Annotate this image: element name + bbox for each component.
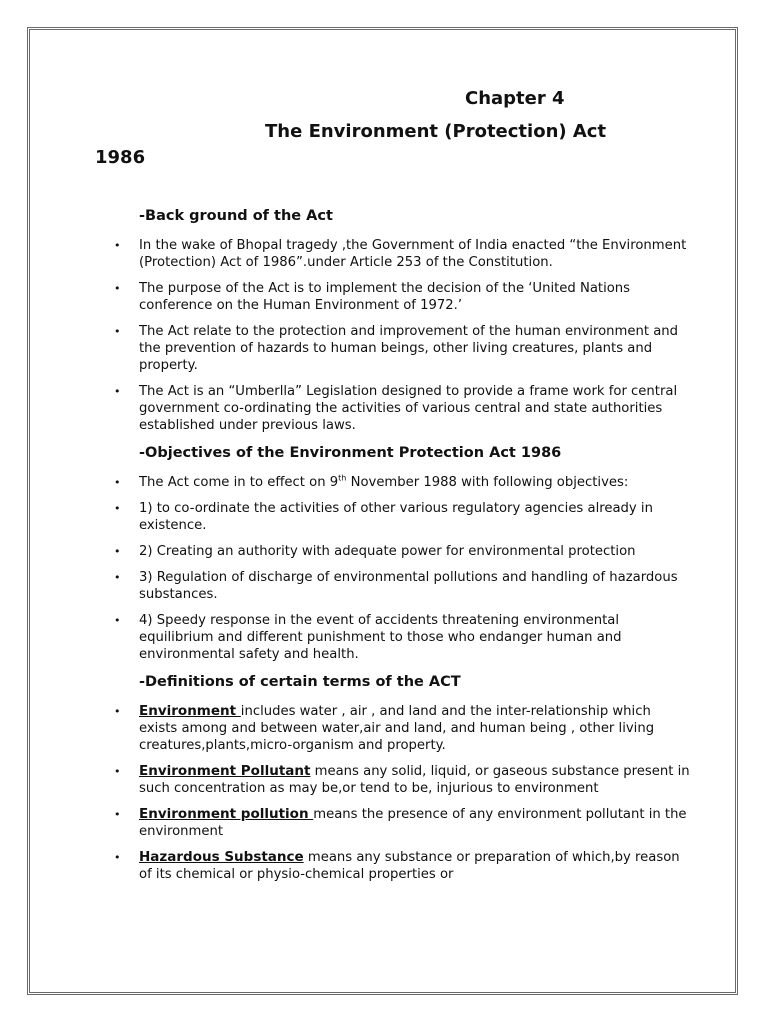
list-item-text: 2) Creating an authority with adequate power for environmental protection: [139, 544, 636, 559]
bullet-icon: •: [114, 571, 121, 584]
chapter-label: Chapter 4: [465, 88, 565, 109]
list-item-text: 1) to co-ordinate the activities of other various regulatory agencies already in existence.: [139, 501, 653, 533]
list-item-text: 3) Regulation of discharge of environmental pollutions and handling of hazardous substances.: [139, 570, 678, 602]
bullet-icon: •: [114, 545, 121, 558]
bullet-icon: •: [114, 614, 121, 627]
definition-text: means any solid, liquid, or gaseous substance present in such concentration as may be,or tend to be, injurious to environment: [139, 764, 690, 796]
section-heading-definitions: -Definitions of certain terms of the ACT: [139, 674, 461, 690]
list-item-text: The Act relate to the protection and improvement of the human environment and the prevention of hazards to human beings, other living creatures, plants and property.: [139, 324, 679, 373]
list-item-text: The Act is an “Umberlla” Legislation designed to provide a frame work for central government co-ordinating the activities of various central and state authorities established under previous laws.: [139, 384, 678, 433]
list-item-text: The purpose of the Act is to implement the decision of the ‘United Nations conference on the Human Environment of 1972.’: [139, 281, 631, 313]
act-title-year: 1986: [95, 147, 146, 168]
list-item-text: In the wake of Bhopal tragedy ,the Government of India enacted “the Environment (Protection) Act of 1986”.under Article 253 of the Constitution.: [139, 238, 687, 270]
list-item: [110, 323, 690, 374]
bullet-icon: •: [114, 325, 121, 338]
definition-term: Environment pollution: [139, 806, 314, 822]
definition-term: Hazardous Substance: [139, 849, 304, 865]
definitions-list: [110, 703, 690, 883]
definition-item: [110, 703, 690, 754]
definition-item: [110, 849, 690, 883]
list-item: [110, 612, 690, 663]
ordinal-suffix: th: [338, 473, 347, 483]
list-item-text: November 1988 with following objectives:: [346, 475, 629, 490]
section-heading-background: -Back ground of the Act: [139, 208, 333, 224]
section-heading-objectives: -Objectives of the Environment Protection Act 1986: [139, 445, 562, 461]
document-body: [110, 207, 690, 892]
definition-text: means the presence of any environment pollutant in the environment: [139, 807, 687, 839]
definition-item: [110, 763, 690, 797]
list-item: [110, 569, 690, 603]
bullet-icon: •: [114, 385, 121, 398]
list-item: [110, 280, 690, 314]
list-item: [110, 543, 690, 560]
definition-text: includes water , air , and land and the inter-relationship which exists among and between water,air and land, and human being , other living creatures,plants,micro-organism and property.: [139, 704, 655, 753]
bullet-icon: •: [114, 282, 121, 295]
bullet-icon: •: [114, 239, 121, 252]
background-list: [110, 237, 690, 434]
objectives-list: [110, 474, 690, 663]
act-title: The Environment (Protection) Act: [265, 121, 607, 142]
definition-term: Environment Pollutant: [139, 763, 311, 779]
bullet-icon: •: [114, 765, 121, 778]
definition-term: Environment: [139, 703, 241, 719]
definition-item: [110, 806, 690, 840]
bullet-icon: •: [114, 851, 121, 864]
list-item: [110, 383, 690, 434]
bullet-icon: •: [114, 808, 121, 821]
bullet-icon: •: [114, 705, 121, 718]
bullet-icon: •: [114, 502, 121, 515]
list-item-text: 4) Speedy response in the event of accidents threatening environmental equilibrium and different punishment to those who endanger human and environmental safety and health.: [139, 613, 622, 662]
list-item: [110, 474, 690, 491]
list-item-text: The Act come in to effect on 9: [139, 475, 339, 490]
list-item: [110, 500, 690, 534]
definition-text: means any substance or preparation of which,by reason of its chemical or physio-chemical properties or: [139, 850, 680, 882]
bullet-icon: •: [114, 476, 121, 489]
list-item: [110, 237, 690, 271]
